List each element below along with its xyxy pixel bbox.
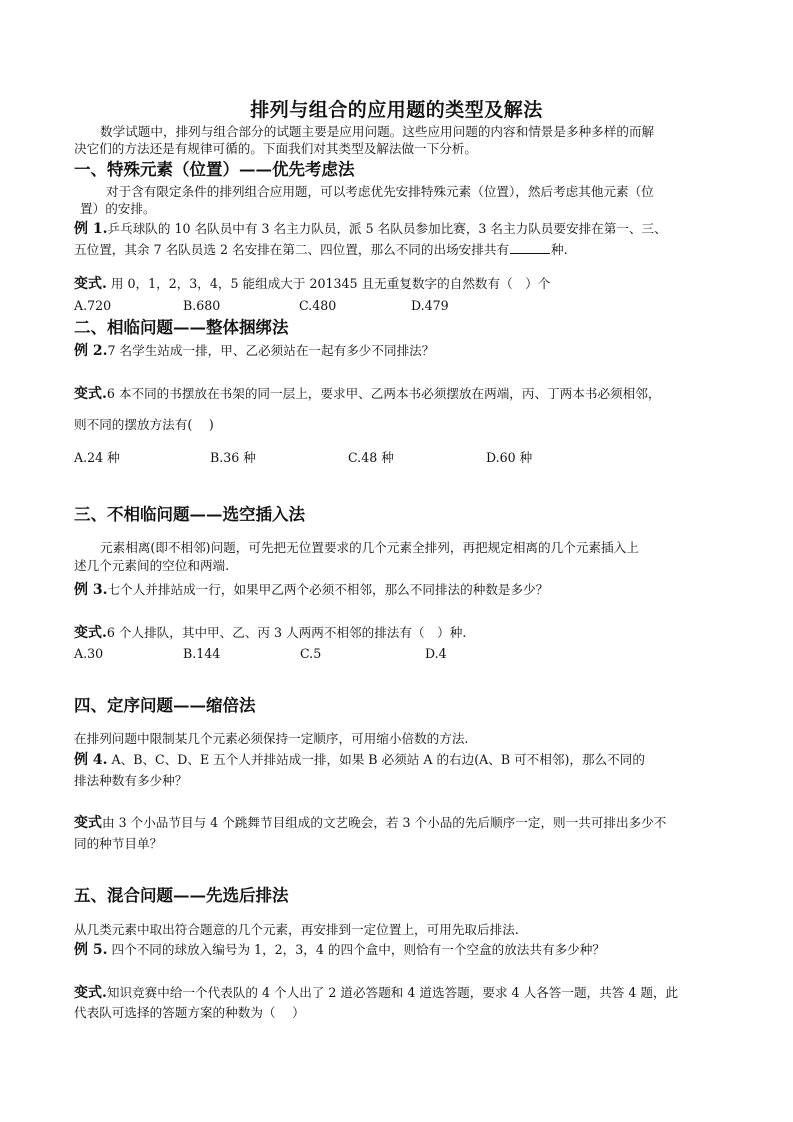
example-1-text-1: 乒乓球队的 10 名队员中有 3 名主力队员，派 5 名队员参加比赛，3 名主力队员要安排在第一、三、 [107, 221, 667, 236]
section-2-heading: 二、相临问题——整体捆绑法 [74, 318, 289, 337]
example-4-line-2: 排法种数有多少种？ [74, 773, 188, 788]
variant-4-label: 变式 [74, 815, 102, 831]
example-3-text: 七个人并排站成一行，如果甲乙两个必须不相邻，那么不同排法的种数是多少？ [107, 582, 549, 597]
example-4-text-1: A、B、C、D、E 五个人并排站成一排，如果 B 必须站 A 的右边(A、B 可不相邻)，那么不同的 [111, 752, 645, 767]
variant-1-text: 用 0，1，2，3，4，5 能组成大于 201345 且无重复数字的自然数有（ ）个 [106, 276, 551, 291]
variant-1-option-b: B.680 [183, 298, 221, 313]
variant-2-option-a: A.24 种 [74, 450, 120, 465]
example-3-label: 例 3. [74, 582, 108, 598]
section-3-desc-2: 述几个元素间的空位和两端. [74, 558, 230, 573]
section-3-desc-1: 元素相离(即不相邻)问题，可先把无位置要求的几个元素全排列，再把规定相离的几个元素插入上 [100, 540, 639, 555]
answer-blank [510, 241, 550, 254]
example-4-line-1 [74, 752, 645, 768]
variant-3-text: 6 个人排队，其中甲、乙、丙 3 人两两不相邻的排法有（ ）种. [106, 625, 467, 640]
example-5-line [74, 942, 605, 958]
variant-4-line-1 [74, 815, 666, 831]
example-1-text-2: 五位置，其余 7 名队员选 2 名安排在第二、四位置，那么不同的出场安排共有 [74, 242, 510, 257]
section-4-heading: 四、定序问题——缩倍法 [74, 696, 256, 715]
example-1-text-3: 种. [551, 242, 568, 257]
section-5-heading: 五、混合问题——先选后排法 [74, 886, 289, 905]
variant-5-text-1: 知识竞赛中给一个代表队的 4 个人出了 2 道必答题和 4 道选答题，要求 4 人各答一题，共答 4 题，此 [106, 985, 679, 1000]
variant-1-line [74, 276, 550, 292]
variant-1-option-c: C.480 [299, 298, 337, 313]
intro-line-1: 数学试题中，排列与组合部分的试题主要是应用问题。这些应用问题的内容和情景是多种多样的而解 [100, 124, 655, 139]
variant-3-option-d: D.4 [425, 646, 447, 661]
variant-4-line-2: 同的种节目单？ [74, 836, 163, 851]
variant-3-label: 变式. [74, 625, 107, 641]
variant-2-line-2: 则不同的摆放方法有( ) [74, 417, 214, 432]
variant-1-option-d: D.479 [411, 298, 449, 313]
section-4-desc: 在排列问题中限制某几个元素必须保持一定顺序，可用缩小倍数的方法. [74, 731, 469, 746]
variant-2-label: 变式. [74, 386, 107, 402]
example-1-line-2 [74, 241, 568, 258]
intro-line-2: 决它们的方法还是有规律可循的。下面我们对其类型及解法做一下分析。 [74, 141, 477, 156]
example-4-label: 例 4. [74, 752, 108, 768]
variant-2-option-b: B.36 种 [210, 450, 256, 465]
page-title: 排列与组合的应用题的类型及解法 [250, 99, 543, 121]
example-3-line [74, 582, 548, 598]
example-5-label: 例 5. [74, 942, 108, 958]
variant-2-text-1: 6 本不同的书摆放在书架的同一层上，要求甲、乙两本书必须摆放在两端，丙、丁两本书必须相邻， [106, 386, 661, 401]
example-2-label: 例 2. [74, 343, 108, 359]
variant-3-line [74, 625, 466, 641]
section-1-desc-2: 置）的安排。 [80, 201, 156, 216]
section-5-desc: 从几类元素中取出符合题意的几个元素，再安排到一定位置上，可用先取后排法. [74, 922, 519, 937]
example-2-line [74, 343, 434, 359]
variant-1-label: 变式. [74, 276, 107, 292]
variant-5-line-1 [74, 985, 678, 1001]
variant-2-option-c: C.48 种 [348, 450, 394, 465]
variant-3-option-a: A.30 [74, 646, 104, 661]
variant-2-line-1 [74, 386, 660, 402]
variant-3-option-c: C.5 [300, 646, 322, 661]
variant-5-label: 变式. [74, 985, 107, 1001]
variant-5-line-2: 代表队可选择的答题方案的种数为（ ） [74, 1005, 305, 1020]
variant-1-option-a: A.720 [74, 298, 112, 313]
variant-2-option-d: D.60 种 [486, 450, 533, 465]
example-1-line-1 [74, 221, 667, 237]
variant-3-option-b: B.144 [183, 646, 221, 661]
section-1-desc-1: 对于含有限定条件的排列组合应用题，可以考虑优先安排特殊元素（位置），然后考虑其他元素（位 [106, 184, 654, 199]
example-1-label: 例 1. [74, 221, 108, 237]
section-3-heading: 三、不相临问题——选空插入法 [74, 505, 305, 524]
variant-4-text-1: 由 3 个小品节目与 4 个跳舞节目组成的文艺晚会，若 3 个小品的先后顺序一定，则一共可排出多少不 [102, 815, 667, 830]
example-5-text: 四个不同的球放入编号为 1，2，3，4 的四个盒中，则恰有一个空盒的放法共有多少种？ [111, 942, 605, 957]
section-1-heading: 一、特殊元素（位置）——优先考虑法 [74, 160, 355, 179]
example-2-text: 7 名学生站成一排，甲、乙必须站在一起有多少不同排法？ [107, 343, 435, 358]
